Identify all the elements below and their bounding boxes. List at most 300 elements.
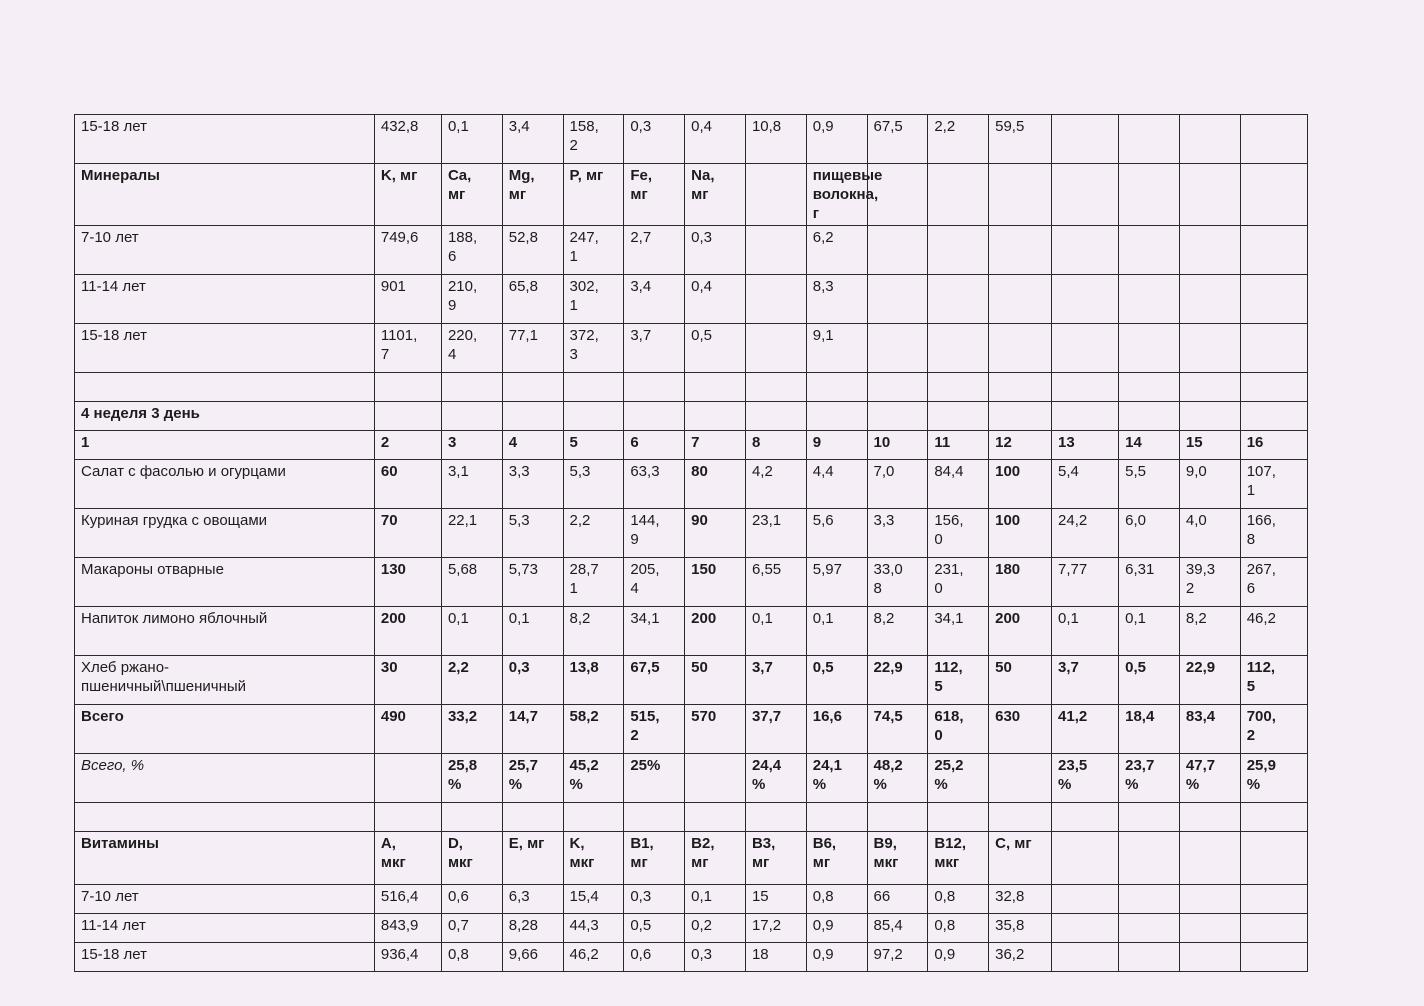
value-cell: 0,3 (624, 885, 685, 914)
value-cell: 200 (374, 607, 441, 656)
value-cell: 0,9 (928, 943, 989, 972)
empty-cell (867, 402, 928, 431)
empty-cell (1052, 943, 1119, 972)
value-cell: 5,6 (806, 509, 867, 558)
empty-cell (1240, 914, 1307, 943)
value-cell: 0,9 (806, 943, 867, 972)
value-cell: 0,1 (1119, 607, 1180, 656)
empty-cell (1240, 943, 1307, 972)
value-cell: 32,8 (989, 885, 1052, 914)
empty-cell (1179, 275, 1240, 324)
total-value: 83,4 (1179, 705, 1240, 754)
age-label: 15-18 лет (75, 115, 375, 164)
value-cell: 205, 4 (624, 558, 685, 607)
value-cell: 35,8 (989, 914, 1052, 943)
column-number: 13 (1052, 431, 1119, 460)
value-cell: 5,3 (563, 460, 624, 509)
value-cell: 22,9 (1179, 656, 1240, 705)
empty-cell (989, 373, 1052, 402)
total-percent-value: 24,4 % (745, 754, 806, 803)
dish-name: Напиток лимоно яблочный (75, 607, 375, 656)
value-cell (745, 226, 806, 275)
empty-cell (928, 324, 989, 373)
empty-cell (624, 373, 685, 402)
value-cell: 6,55 (745, 558, 806, 607)
dish-row (75, 607, 1308, 656)
empty-cell (75, 373, 375, 402)
age-label: 7-10 лет (75, 885, 375, 914)
value-cell: 3,4 (624, 275, 685, 324)
value-cell: 22,9 (867, 656, 928, 705)
value-cell: 4,0 (1179, 509, 1240, 558)
value-cell: 10,8 (745, 115, 806, 164)
value-cell: 231, 0 (928, 558, 989, 607)
column-header: A, мкг (374, 832, 441, 885)
value-cell: 112, 5 (1240, 656, 1307, 705)
empty-cell (1179, 402, 1240, 431)
value-cell: 63,3 (624, 460, 685, 509)
column-number: 14 (1119, 431, 1180, 460)
value-cell: 6,3 (502, 885, 563, 914)
value-cell: 0,1 (441, 115, 502, 164)
value-cell: 0,9 (806, 115, 867, 164)
empty-cell (502, 402, 563, 431)
column-number: 4 (502, 431, 563, 460)
value-cell: 2,2 (563, 509, 624, 558)
empty-cell (745, 373, 806, 402)
value-cell: 6,2 (806, 226, 867, 275)
value-cell: 28,7 1 (563, 558, 624, 607)
empty-cell (1240, 115, 1307, 164)
value-cell: 432,8 (374, 115, 441, 164)
value-cell: 0,8 (441, 943, 502, 972)
empty-cell (1119, 226, 1180, 275)
value-cell: 210, 9 (441, 275, 502, 324)
empty-cell (1052, 164, 1119, 226)
value-cell: 0,3 (502, 656, 563, 705)
empty-cell (928, 373, 989, 402)
total-percent-value: 25,9 % (1240, 754, 1307, 803)
dish-row (75, 656, 1308, 705)
table-body (75, 115, 1308, 972)
total-percent-value: 25,7 % (502, 754, 563, 803)
value-cell: 0,4 (685, 275, 746, 324)
total-percent-value: 45,2 % (563, 754, 624, 803)
value-cell: 8,2 (867, 607, 928, 656)
column-number: 16 (1240, 431, 1307, 460)
value-cell: 90 (685, 509, 746, 558)
value-cell: 9,66 (502, 943, 563, 972)
value-cell: 158, 2 (563, 115, 624, 164)
column-numbers-row (75, 431, 1308, 460)
total-percent-value: 23,7 % (1119, 754, 1180, 803)
dish-row (75, 460, 1308, 509)
value-cell: 67,5 (624, 656, 685, 705)
value-cell: 2,7 (624, 226, 685, 275)
value-cell: 4,2 (745, 460, 806, 509)
empty-cell (1119, 324, 1180, 373)
value-cell: 100 (989, 509, 1052, 558)
dish-name: Куриная грудка с овощами (75, 509, 375, 558)
empty-cell (1119, 275, 1180, 324)
total-percent-value: 25,8 % (441, 754, 502, 803)
empty-cell (989, 402, 1052, 431)
value-cell: 3,3 (867, 509, 928, 558)
empty-cell (624, 402, 685, 431)
column-number: 3 (441, 431, 502, 460)
column-header: Na, мг (685, 164, 746, 226)
vitamins-row (75, 943, 1308, 972)
empty-cell (1119, 803, 1180, 832)
total-percent-value: 23,5 % (1052, 754, 1119, 803)
value-cell (745, 324, 806, 373)
value-cell: 8,3 (806, 275, 867, 324)
value-cell: 15,4 (563, 885, 624, 914)
value-cell: 0,1 (685, 885, 746, 914)
empty-cell (502, 373, 563, 402)
column-number: 6 (624, 431, 685, 460)
value-cell: 8,2 (563, 607, 624, 656)
value-cell: 34,1 (624, 607, 685, 656)
column-number: 1 (75, 431, 375, 460)
spacer-row (75, 803, 1308, 832)
empty-cell (1052, 402, 1119, 431)
empty-cell (867, 275, 928, 324)
empty-cell (989, 164, 1052, 226)
value-cell: 0,1 (1052, 607, 1119, 656)
value-cell: 18 (745, 943, 806, 972)
total-percent-value: 25% (624, 754, 685, 803)
empty-cell (1240, 373, 1307, 402)
value-cell: 9,0 (1179, 460, 1240, 509)
empty-cell (1052, 885, 1119, 914)
empty-cell (685, 373, 746, 402)
week-title: 4 неделя 3 день (75, 402, 375, 431)
empty-cell (1240, 832, 1307, 885)
empty-cell (1052, 373, 1119, 402)
column-header: C, мг (989, 832, 1052, 885)
empty-cell (1179, 943, 1240, 972)
value-cell: 100 (989, 460, 1052, 509)
value-cell: 44,3 (563, 914, 624, 943)
value-cell: 23,1 (745, 509, 806, 558)
value-cell: 97,2 (867, 943, 928, 972)
value-cell: 0,1 (745, 607, 806, 656)
total-value: 14,7 (502, 705, 563, 754)
value-cell: 7,0 (867, 460, 928, 509)
empty-cell (75, 803, 375, 832)
value-cell: 3,4 (502, 115, 563, 164)
column-header: B6, мг (806, 832, 867, 885)
value-cell: 107, 1 (1240, 460, 1307, 509)
value-cell: 66 (867, 885, 928, 914)
empty-cell (745, 402, 806, 431)
column-header: Fe, мг (624, 164, 685, 226)
vitamins-header-row (75, 832, 1308, 885)
empty-cell (1179, 885, 1240, 914)
value-cell: 2,2 (441, 656, 502, 705)
value-cell: 70 (374, 509, 441, 558)
value-cell: 85,4 (867, 914, 928, 943)
empty-cell (928, 402, 989, 431)
value-cell: 3,7 (1052, 656, 1119, 705)
column-number: 8 (745, 431, 806, 460)
value-cell: 2,2 (928, 115, 989, 164)
vitamins-row (75, 914, 1308, 943)
total-percent-value: 48,2 % (867, 754, 928, 803)
value-cell: 0,5 (624, 914, 685, 943)
value-cell: 8,28 (502, 914, 563, 943)
minerals-header-row (75, 164, 1308, 226)
empty-cell (1240, 885, 1307, 914)
column-header: P, мг (563, 164, 624, 226)
empty-cell (1119, 943, 1180, 972)
empty-cell (1119, 832, 1180, 885)
empty-cell (1119, 115, 1180, 164)
value-cell: 302, 1 (563, 275, 624, 324)
empty-cell (1119, 402, 1180, 431)
value-cell: 200 (989, 607, 1052, 656)
column-header: B2, мг (685, 832, 746, 885)
empty-cell (1052, 803, 1119, 832)
empty-cell (1240, 324, 1307, 373)
total-percent-value: 24,1 % (806, 754, 867, 803)
empty-cell (685, 402, 746, 431)
nutrition-table-sheet (74, 114, 1308, 963)
column-header: B1, мг (624, 832, 685, 885)
empty-cell (1119, 164, 1180, 226)
column-number: 11 (928, 431, 989, 460)
value-cell: 39,3 2 (1179, 558, 1240, 607)
empty-cell (624, 803, 685, 832)
empty-cell (563, 402, 624, 431)
empty-cell (1052, 115, 1119, 164)
value-cell: 516,4 (374, 885, 441, 914)
empty-cell (867, 373, 928, 402)
value-cell: 3,1 (441, 460, 502, 509)
age-label: 7-10 лет (75, 226, 375, 275)
empty-cell (441, 402, 502, 431)
value-cell: 166, 8 (1240, 509, 1307, 558)
total-percent-value: 25,2 % (928, 754, 989, 803)
age-label: 11-14 лет (75, 275, 375, 324)
value-cell: 46,2 (563, 943, 624, 972)
empty-cell (867, 803, 928, 832)
empty-cell (441, 373, 502, 402)
value-cell: 6,0 (1119, 509, 1180, 558)
empty-cell (806, 373, 867, 402)
column-header: K, мг (374, 164, 441, 226)
value-cell: 0,9 (806, 914, 867, 943)
value-cell: 936,4 (374, 943, 441, 972)
value-cell: 84,4 (928, 460, 989, 509)
value-cell: 0,5 (806, 656, 867, 705)
value-cell: 749,6 (374, 226, 441, 275)
column-header (745, 164, 806, 226)
nutrition-table (74, 114, 1308, 972)
empty-cell (1119, 373, 1180, 402)
value-cell: 65,8 (502, 275, 563, 324)
value-cell: 0,3 (685, 226, 746, 275)
total-percent-value (685, 754, 746, 803)
value-cell: 33,0 8 (867, 558, 928, 607)
value-cell: 0,8 (928, 885, 989, 914)
total-percent-value: 47,7 % (1179, 754, 1240, 803)
empty-cell (685, 803, 746, 832)
value-cell: 80 (685, 460, 746, 509)
empty-cell (441, 803, 502, 832)
minerals-row (75, 275, 1308, 324)
dish-row (75, 509, 1308, 558)
value-cell: 7,77 (1052, 558, 1119, 607)
dish-name: Салат с фасолью и огурцами (75, 460, 375, 509)
value-cell: 5,97 (806, 558, 867, 607)
value-cell: 372, 3 (563, 324, 624, 373)
total-value: 618, 0 (928, 705, 989, 754)
value-cell: 50 (989, 656, 1052, 705)
empty-cell (928, 275, 989, 324)
empty-cell (1052, 914, 1119, 943)
value-cell: 843,9 (374, 914, 441, 943)
value-cell: 5,3 (502, 509, 563, 558)
column-header: B9, мкг (867, 832, 928, 885)
column-header: Mg, мг (502, 164, 563, 226)
column-number: 5 (563, 431, 624, 460)
total-row (75, 705, 1308, 754)
value-cell: 0,8 (806, 885, 867, 914)
column-header: B12, мкг (928, 832, 989, 885)
empty-cell (1179, 373, 1240, 402)
empty-cell (1179, 164, 1240, 226)
empty-cell (1179, 914, 1240, 943)
empty-cell (1240, 803, 1307, 832)
value-cell: 15 (745, 885, 806, 914)
value-cell: 0,5 (685, 324, 746, 373)
value-cell: 13,8 (563, 656, 624, 705)
empty-cell (989, 324, 1052, 373)
value-cell: 4,4 (806, 460, 867, 509)
minerals-row (75, 324, 1308, 373)
value-cell: 5,5 (1119, 460, 1180, 509)
empty-cell (1179, 226, 1240, 275)
section-title: Витамины (75, 832, 375, 885)
column-number: 10 (867, 431, 928, 460)
value-cell: 0,6 (441, 885, 502, 914)
empty-cell (1179, 324, 1240, 373)
age-label: 11-14 лет (75, 914, 375, 943)
empty-cell (374, 402, 441, 431)
value-cell: 0,5 (1119, 656, 1180, 705)
dish-name: Макароны отварные (75, 558, 375, 607)
age-label: 15-18 лет (75, 324, 375, 373)
value-cell: 247, 1 (563, 226, 624, 275)
value-cell: 8,2 (1179, 607, 1240, 656)
empty-cell (1179, 832, 1240, 885)
empty-cell (928, 164, 989, 226)
value-cell: 3,7 (745, 656, 806, 705)
column-header: пищевые волокна, г (806, 164, 867, 226)
empty-cell (806, 803, 867, 832)
value-cell: 180 (989, 558, 1052, 607)
empty-cell (502, 803, 563, 832)
value-cell: 0,2 (685, 914, 746, 943)
empty-cell (1052, 226, 1119, 275)
value-cell: 0,3 (685, 943, 746, 972)
total-value: 41,2 (1052, 705, 1119, 754)
value-cell: 220, 4 (441, 324, 502, 373)
total-percent-label: Всего, % (75, 754, 375, 803)
total-value: 700, 2 (1240, 705, 1307, 754)
value-cell: 0,1 (502, 607, 563, 656)
section-title: Минералы (75, 164, 375, 226)
value-cell: 36,2 (989, 943, 1052, 972)
column-number: 7 (685, 431, 746, 460)
value-cell: 0,1 (441, 607, 502, 656)
vitamins-row (75, 885, 1308, 914)
value-cell: 0,1 (806, 607, 867, 656)
spacer-row (75, 373, 1308, 402)
dish-row (75, 558, 1308, 607)
empty-cell (928, 226, 989, 275)
empty-cell (1119, 885, 1180, 914)
empty-cell (867, 324, 928, 373)
value-cell (745, 275, 806, 324)
empty-cell (1240, 402, 1307, 431)
value-cell: 200 (685, 607, 746, 656)
total-percent-row (75, 754, 1308, 803)
empty-cell (867, 226, 928, 275)
empty-cell (1052, 324, 1119, 373)
value-cell: 9,1 (806, 324, 867, 373)
minerals-row (75, 226, 1308, 275)
empty-cell (1119, 914, 1180, 943)
value-cell: 150 (685, 558, 746, 607)
empty-cell (1179, 803, 1240, 832)
week-title-row (75, 402, 1308, 431)
empty-cell (563, 373, 624, 402)
total-value: 33,2 (441, 705, 502, 754)
value-cell: 30 (374, 656, 441, 705)
value-cell: 267, 6 (1240, 558, 1307, 607)
value-cell: 3,3 (502, 460, 563, 509)
empty-cell (989, 275, 1052, 324)
total-value: 16,6 (806, 705, 867, 754)
value-cell: 0,4 (685, 115, 746, 164)
value-cell: 0,6 (624, 943, 685, 972)
empty-cell (745, 803, 806, 832)
value-cell: 5,4 (1052, 460, 1119, 509)
value-cell: 22,1 (441, 509, 502, 558)
value-cell: 24,2 (1052, 509, 1119, 558)
total-label: Всего (75, 705, 375, 754)
value-cell: 112, 5 (928, 656, 989, 705)
empty-cell (563, 803, 624, 832)
value-cell: 0,8 (928, 914, 989, 943)
empty-cell (374, 373, 441, 402)
empty-cell (806, 402, 867, 431)
total-value: 515, 2 (624, 705, 685, 754)
total-value: 630 (989, 705, 1052, 754)
value-cell: 0,7 (441, 914, 502, 943)
value-cell: 901 (374, 275, 441, 324)
total-value: 37,7 (745, 705, 806, 754)
empty-cell (989, 226, 1052, 275)
empty-cell (989, 803, 1052, 832)
value-cell: 6,31 (1119, 558, 1180, 607)
value-cell: 5,68 (441, 558, 502, 607)
empty-cell (1240, 164, 1307, 226)
total-value: 58,2 (563, 705, 624, 754)
